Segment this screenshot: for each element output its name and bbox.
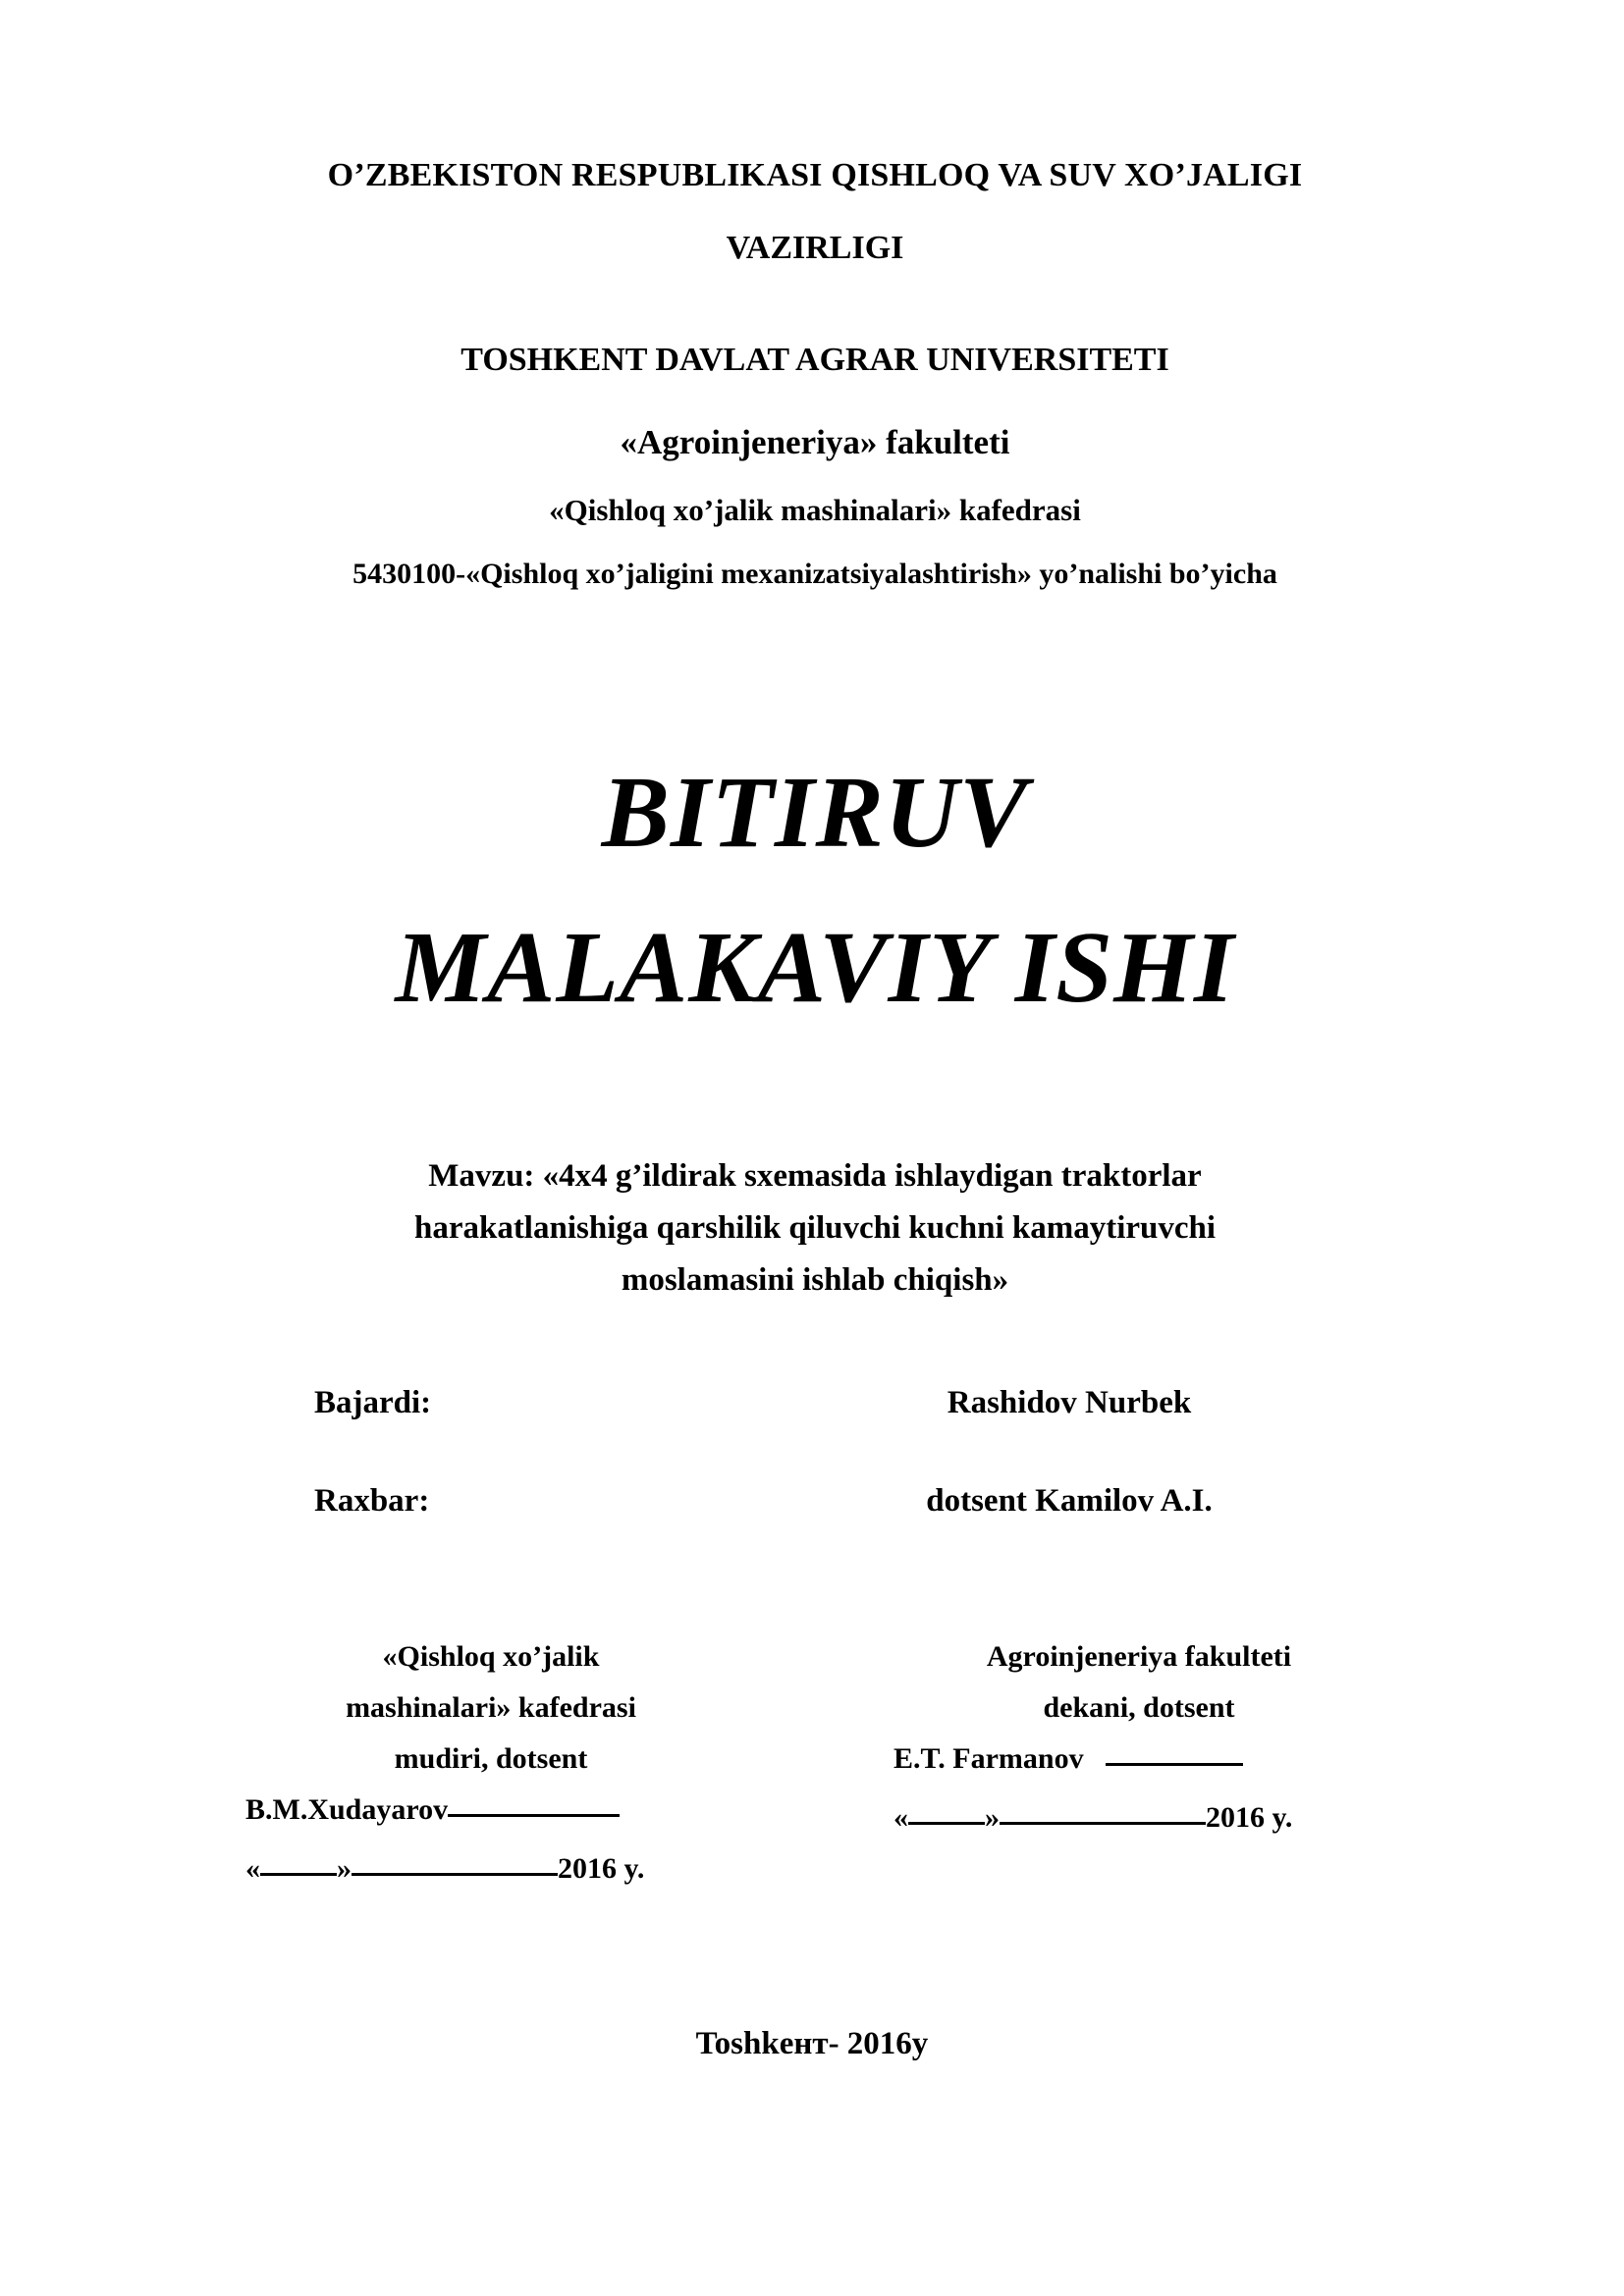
university-name: TOSHKENT DAVLAT AGRAR UNIVERSITETI [460,342,1169,378]
main-title-block [147,746,1483,1035]
people-row [295,1378,1384,1427]
approval-column-dean [893,1631,1384,1895]
subject-line-3: moslamasini ishlab chiqish» [621,1262,1009,1298]
people-block [295,1378,1384,1575]
date-close-quote: » [985,1801,1000,1834]
department-head-date-row [245,1843,736,1895]
date-year: 2016 y. [1206,1801,1293,1834]
ministry-line-2: VAZIRLIGI [726,230,904,266]
approval-column-department [245,1631,736,1895]
subject-line-1: Mavzu: «4x4 g’ildirak sxemasida ishlaydigan traktorlar [428,1158,1202,1194]
specialization-line: 5430100-«Qishloq xo’jaligini mexanizatsiyalashtirish» yo’nalishi bo’yicha [352,558,1277,590]
date-day-blank[interactable] [908,1822,985,1825]
dean-line-1: Agroinjeneriya fakulteti [986,1640,1292,1673]
main-title-line-2: MALAKAVIY ISHI [395,911,1235,1024]
supervisor-role-label: Raxbar: [314,1483,430,1519]
performer-name: Rashidov Nurbek [947,1385,1192,1420]
date-year: 2016 y. [558,1852,645,1885]
main-title-line-1: BITIRUV [601,756,1029,869]
department-head-line-1: «Qishloq xo’jalik [382,1640,600,1673]
date-month-blank[interactable] [352,1873,558,1876]
ministry-line-1: O’ZBEKISTON RESPUBLIKASI QISHLOQ VA SUV XO’JALIGI [327,157,1303,193]
date-open-quote: « [245,1852,260,1885]
dean-date-row [893,1792,1384,1843]
department-head-name: B.M.Xudayarov [245,1793,449,1826]
dean-line-2: dekani, dotsent [1043,1691,1235,1724]
subject-block [295,1150,1335,1307]
department-name: «Qishloq xo’jalik mashinalari» kafedrasi [549,493,1081,527]
date-month-blank[interactable] [1000,1822,1206,1825]
footer-block [0,2022,1624,2065]
dean-signature-line[interactable] [1106,1763,1243,1766]
department-head-line-3: mudiri, dotsent [394,1742,588,1775]
header-block [167,137,1463,605]
place-and-year: Toshkeнт- 2016y [695,2026,929,2061]
performer-role-label: Bajardi: [314,1385,432,1420]
supervisor-name: dotsent Kamilov A.I. [926,1483,1213,1519]
date-open-quote: « [893,1801,908,1834]
faculty-name: «Agroinjeneriya» fakulteti [620,423,1010,461]
dean-name: E.T. Farmanov [893,1742,1084,1775]
approval-block [245,1631,1384,1895]
date-close-quote: » [337,1852,352,1885]
people-row [295,1476,1384,1525]
department-head-line-2: mashinalari» kafedrasi [346,1691,636,1724]
department-head-signature-line[interactable] [448,1814,620,1817]
subject-line-2: harakatlanishiga qarshilik qiluvchi kuchni kamaytiruvchi [413,1210,1217,1246]
dean-signature-row [893,1734,1384,1785]
date-day-blank[interactable] [260,1873,337,1876]
department-head-signature-row [245,1785,736,1836]
